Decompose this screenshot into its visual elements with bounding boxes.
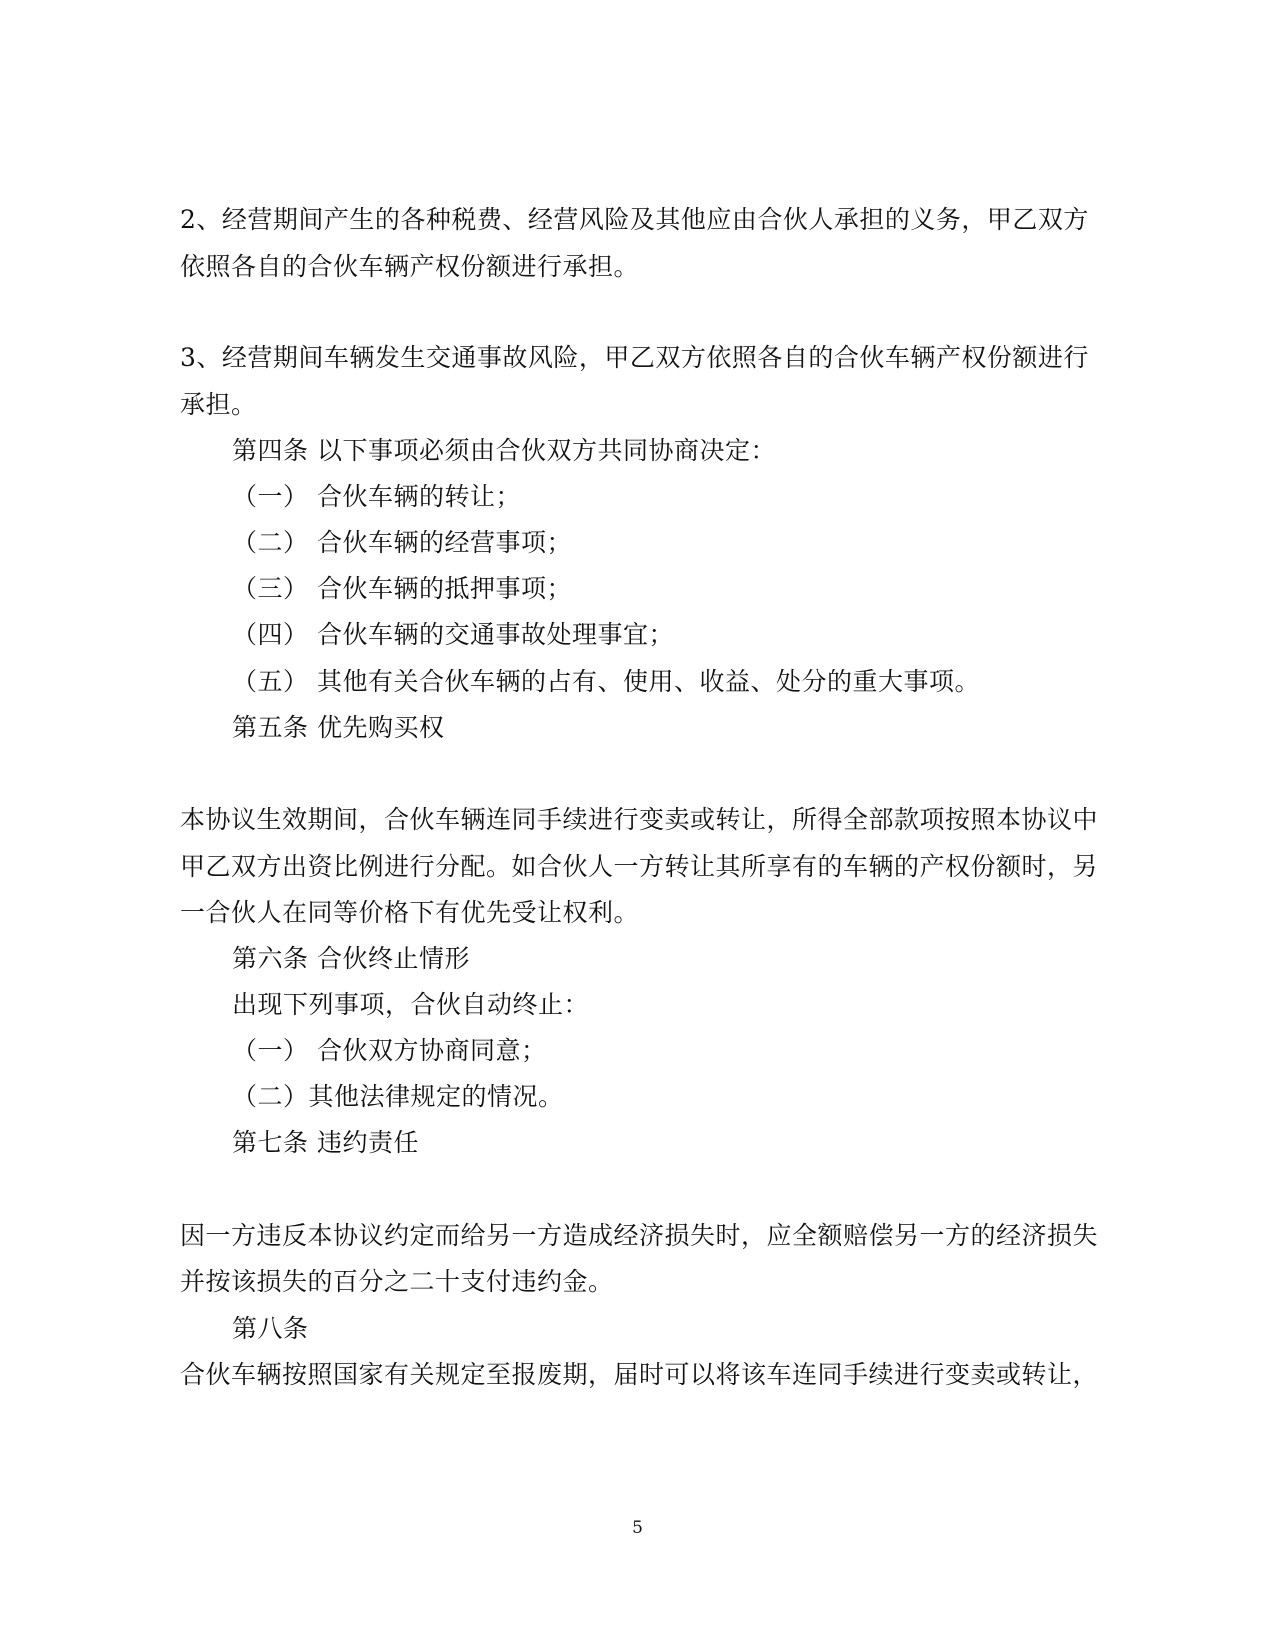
article-5-line-2: 甲乙双方出资比例进行分配。如合伙人一方转让其所享有的车辆的产权份额时，另	[180, 852, 1099, 881]
article-4-item-5: （五） 其他有关合伙车辆的占有、使用、收益、处分的重大事项。	[232, 667, 980, 696]
article-4-item-3: （三） 合伙车辆的抵押事项；	[232, 574, 572, 603]
article-8-line-1: 合伙车辆按照国家有关规定至报废期，届时可以将该车连同手续进行变卖或转让，	[180, 1360, 1099, 1389]
clause-2-line-2: 依照各自的合伙车辆产权份额进行承担。	[180, 252, 640, 281]
page-number: 5	[632, 1518, 643, 1538]
article-7-line-2: 并按该损失的百分之二十支付违约金。	[180, 1267, 614, 1296]
article-6-item-2: （二）其他法律规定的情况。	[232, 1082, 564, 1111]
article-6-heading: 第六条 合伙终止情形	[232, 944, 470, 973]
clause-2-line-1: 2、经营期间产生的各种税费、经营风险及其他应由合伙人承担的义务，甲乙双方	[180, 205, 1089, 234]
article-6-intro: 出现下列事项，合伙自动终止：	[232, 990, 590, 1019]
article-5-line-3: 一合伙人在同等价格下有优先受让权利。	[180, 898, 640, 927]
article-4-item-4: （四） 合伙车辆的交通事故处理事宜；	[232, 620, 674, 649]
clause-3-line-2: 承担。	[180, 390, 257, 419]
article-5-line-1: 本协议生效期间，合伙车辆连同手续进行变卖或转让，所得全部款项按照本协议中	[180, 805, 1099, 834]
article-5-heading: 第五条 优先购买权	[232, 713, 445, 742]
article-7-heading: 第七条 违约责任	[232, 1128, 419, 1157]
article-4-item-2: （二） 合伙车辆的经营事项；	[232, 528, 572, 557]
article-6-item-1: （一） 合伙双方协商同意；	[232, 1036, 547, 1065]
article-4-item-1: （一） 合伙车辆的转让；	[232, 482, 521, 511]
article-4-heading: 第四条 以下事项必须由合伙双方共同协商决定：	[232, 436, 776, 465]
article-7-line-1: 因一方违反本协议约定而给另一方造成经济损失时，应全额赔偿另一方的经济损失	[180, 1221, 1099, 1250]
article-8-heading: 第八条	[232, 1314, 309, 1343]
clause-3-line-1: 3、经营期间车辆发生交通事故风险，甲乙双方依照各自的合伙车辆产权份额进行	[180, 343, 1089, 372]
